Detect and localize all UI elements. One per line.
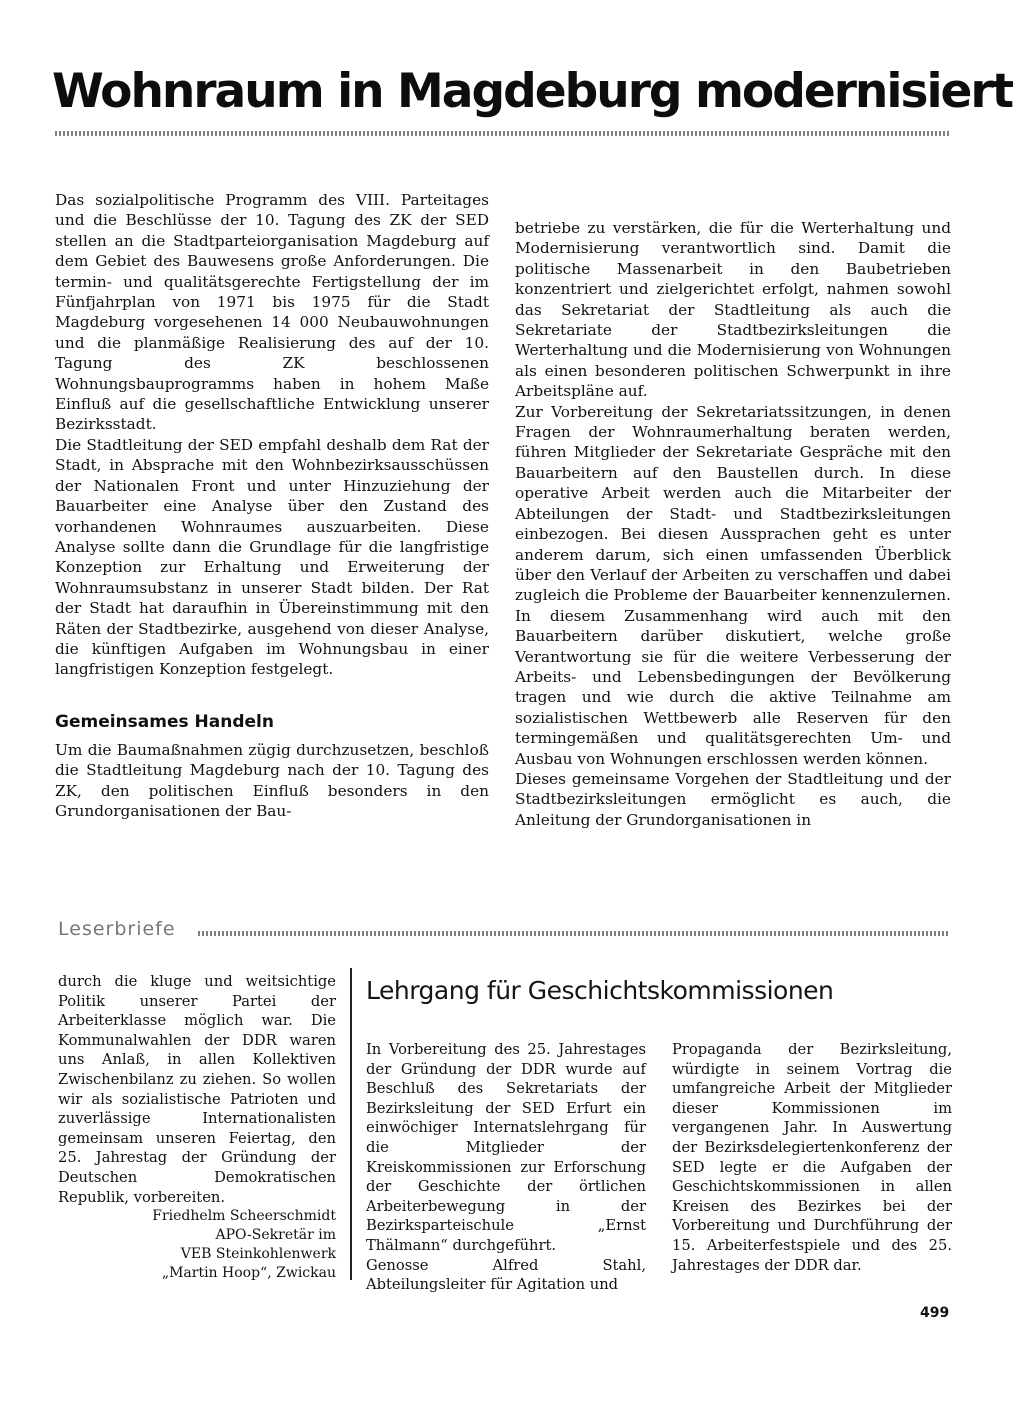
article-paragraph: Zur Vorbereitung der Sekretariatssitzungen, in denen Fragen der Wohnraumerhaltung beraten werden, führen Mitglieder der Sekretariate Gespräche mit den Bauarbeitern auf den Baustellen durch. In diese operative Arbeit werden auch die Mitarbeiter der Abteilungen der Stadt- und Stadtbezirksleitungen einbezogen. Bei diesen Aussprachen geht es unter anderem darum, sich einen umfassenden Überblick über den Verlauf der Arbeiten zu verschaffen und dabei zugleich die Probleme der Bauarbeiter kennenzulernen. In diesem Zusammenhang wird auch mit den Bauarbeitern darüber diskutiert, welche große Verantwortung sie für die weitere Verbesserung der Arbeits- und Lebensbedingungen der Bevölkerung tragen und wie durch die aktive Teilnahme am sozialistischen Wettbewerb alle Reserven für den termingemäßen und qualitätsgerechten Um- und Ausbau von Wohnungen erschlossen werden können. [515, 402, 951, 768]
letter-author: Friedhelm Scheerschmidt [152, 1208, 336, 1225]
page-number: 499 [920, 1305, 950, 1321]
course-column-2 [672, 1040, 952, 1275]
section-subheading: Gemeinsames Handeln [55, 711, 274, 732]
article-paragraph: Die Stadtleitung der SED empfahl deshalb dem Rat der Stadt, in Absprache mit den Wohnbezirksausschüssen der Nationalen Front und unter Hinzuziehung der Bauarbeiter eine Analyse über den Zustand des vorhandenen Wohnraumes auszuarbeiten. Diese Analyse sollte dann die Grundlage für die langfristige Konzeption zur Erhaltung und Erweiterung der Wohnraumsubstanz in unserer Stadt bilden. Der Rat der Stadt hat daraufhin in Übereinstimmung mit den Räten der Stadtbezirke, ausgehend von dieser Analyse, die künftigen Aufgaben im Wohnungsbau in einer langfristigen Konzeption festgelegt. [55, 435, 489, 679]
letter-signature [58, 1207, 336, 1283]
section-kicker: Leserbriefe [58, 918, 176, 940]
section-rule [198, 931, 950, 936]
course-paragraph: Genosse Alfred Stahl, Abteilungsleiter für Agitation und [366, 1256, 646, 1294]
course-paragraph: Propaganda der Bezirksleitung, würdigte in seinem Vortrag die umfangreiche Arbeit der Mitglieder dieser Kommissionen im vergangenen Jahr. In Auswertung der Bezirksdelegiertenkonferenz der SED legte er die Aufgaben der Geschichtskommissionen in allen Kreisen des Bezirkes bei der Vorbereitung und Durchführung der 15. Arbeiterfestspiele und des 25. Jahrestages der DDR dar. [672, 1041, 952, 1274]
article-column-2 [515, 218, 951, 830]
column-divider [350, 968, 352, 1280]
article-column-1 [55, 190, 489, 821]
course-column-1 [366, 1040, 646, 1295]
headline-rule [55, 131, 950, 136]
letter-text: durch die kluge und weitsichtige Politik unserer Partei der Arbeiterklasse möglich war. Die Kommunalwahlen der DDR waren uns Anlaß, in allen Kollektiven Zwischenbilanz zu ziehen. So wollen wir als sozialistische Patrioten und zuverlässige Internationalisten gemeinsam unseren Feiertag, den 25. Jahrestag der Gründung der Deutschen Demokratischen Republik, vorbereiten. [58, 973, 336, 1206]
article-paragraph: Dieses gemeinsame Vorgehen der Stadtleitung und der Stadtbezirksleitungen ermöglicht es auch, die Anleitung der Grundorganisationen in [515, 769, 951, 829]
article-paragraph: Das sozialpolitische Programm des VIII. Parteitages und die Beschlüsse der 10. Tagung des ZK der SED stellen an die Stadtparteiorganisation Magdeburg auf dem Gebiet des Bauwesens große Anforderungen. Die termin- und qualitätsgerechte Fertigstellung der im Fünfjahrplan von 1971 bis 1975 für die Stadt Magdeburg vorgesehenen 14 000 Neubauwohnungen und die planmäßige Realisierung des auf der 10. Tagung des ZK beschlossenen Wohnungsbauprogramms haben in hohem Maße Einfluß auf die gesellschaftliche Entwicklung unserer Bezirksstadt. [55, 191, 489, 434]
letter-author-place: „Martin Hoop“, Zwickau [161, 1265, 336, 1282]
article-headline: Wohnraum in Magdeburg modernisiert [52, 64, 1013, 119]
article-paragraph: betriebe zu verstärken, die für die Werterhaltung und Modernisierung verantwortlich sind. Damit die politische Massenarbeit in den Baubetrieben konzentriert und zielgerichtet erfolgt, nahmen sowohl das Sekretariat der Stadtleitung als auch die Sekretariate der Stadtbezirksleitungen die Werterhaltung und die Modernisierung von Wohnungen als einen besonderen politischen Schwerpunkt in ihre Arbeitspläne auf. [515, 219, 951, 401]
course-title: Lehrgang für Geschichtskommissionen [366, 976, 834, 1005]
letter-author-role: APO-Sekretär im [215, 1227, 336, 1244]
letters-column [58, 972, 336, 1283]
article-paragraph: Um die Baumaßnahmen zügig durchzusetzen, beschloß die Stadtleitung Magdeburg nach der 10. Tagung des ZK, den politischen Einfluß besonders in den Grundorganisationen der Bau- [55, 740, 489, 820]
course-paragraph: In Vorbereitung des 25. Jahrestages der Gründung der DDR wurde auf Beschluß des Sekretariats der Bezirksleitung der SED Erfurt ein einwöchiger Internatslehrgang für die Mitglieder der Kreiskommissionen zur Erforschung der Geschichte der örtlichen Arbeiterbewegung in der Bezirksparteischule „Ernst Thälmann“ durchgeführt. [366, 1041, 646, 1254]
letter-author-org: VEB Steinkohlenwerk [180, 1246, 336, 1263]
